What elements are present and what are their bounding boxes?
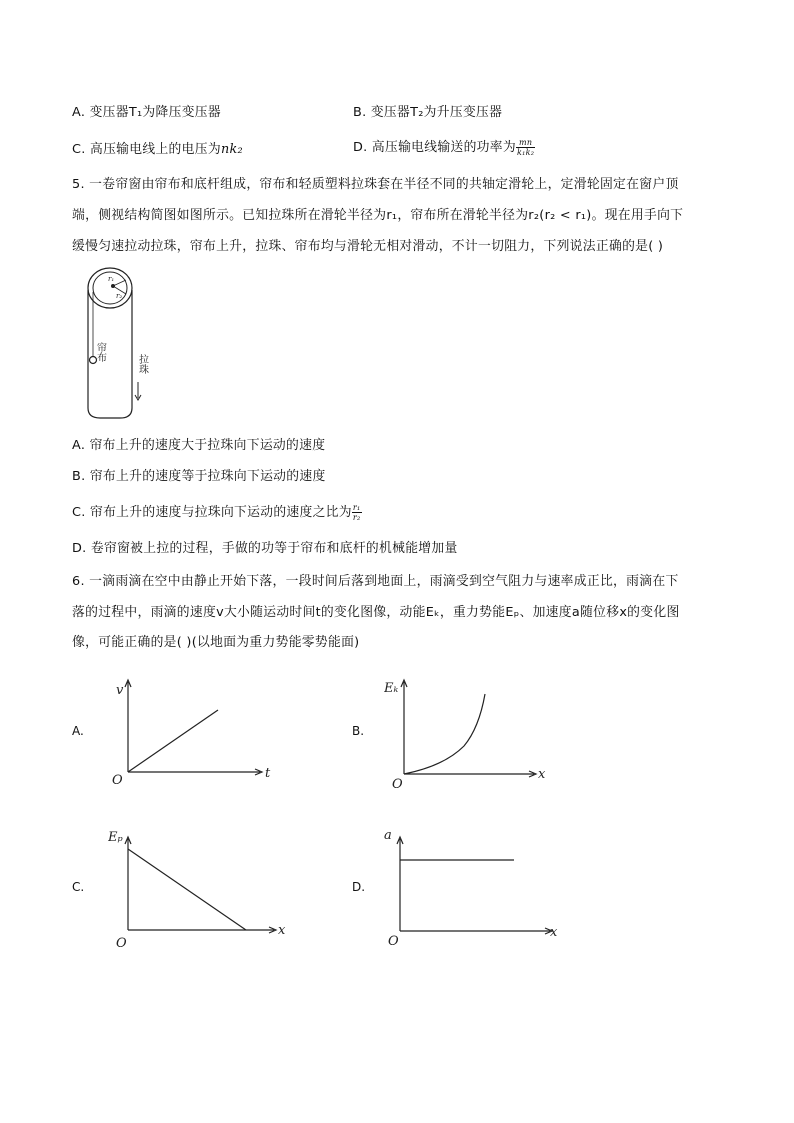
graph-b <box>384 676 554 792</box>
graph-a-label: A. <box>72 724 84 738</box>
r2-label: r₂ <box>116 292 123 300</box>
q5-option-b: B. 帘布上升的速度等于拉珠向下运动的速度 <box>72 469 326 484</box>
graph-b-curve <box>404 694 485 774</box>
prev-option-c-text: C. 高压输电线上的电压为 <box>72 142 221 157</box>
prev-option-d-text: D. 高压输电线输送的功率为 <box>353 140 516 155</box>
graph-d-origin: O <box>388 934 399 949</box>
prev-option-c-math: nk₂ <box>220 142 243 157</box>
prev-option-d-fraction: $\frac{mn}{\text{k₁k₂}}$ <box>516 138 535 157</box>
graph-d <box>384 825 574 950</box>
q5-option-a: A. 帘布上升的速度大于拉珠向下运动的速度 <box>72 438 326 453</box>
graph-d-label: D. <box>352 880 366 894</box>
graph-b-y-label: Eₖ <box>384 681 399 696</box>
graph-c <box>108 825 298 950</box>
graph-d-x-label: x <box>550 925 558 940</box>
prev-option-a: A. 变压器T₁为降压变压器 <box>72 105 221 120</box>
graph-a-x-label: t <box>265 766 271 781</box>
q5-line-3: 缓慢匀速拉动拉珠，帘布上升，拉珠、帘布均与滑轮无相对滑动，不计一切阻力，下列说法正确的是( ) <box>72 239 664 254</box>
q5-curtain-figure <box>80 266 162 424</box>
graph-c-x-label: x <box>278 923 286 938</box>
r1-label: r₁ <box>108 275 115 283</box>
graph-a-y-label: v <box>116 683 124 698</box>
prev-option-c <box>72 141 243 159</box>
graph-b-x-label: x <box>538 767 546 782</box>
q5-line-2: 端，侧视结构简图如图所示。已知拉珠所在滑轮半径为r₁，帘布所在滑轮半径为r₂(r₂ < r₁)。现在用手向下 <box>72 208 684 223</box>
q6-line-3: 像，可能正确的是( )(以地面为重力势能零势能面) <box>72 635 360 650</box>
graph-c-curve <box>128 849 246 930</box>
pulley-outer <box>88 268 132 308</box>
graph-c-y-label: Eₚ <box>108 830 123 845</box>
bead-label: 拉珠 <box>136 354 148 374</box>
graph-a-origin: O <box>112 773 123 788</box>
curtain-label: 帘布 <box>94 342 106 362</box>
graph-a-curve <box>128 710 218 772</box>
q5-line-1: 5. 一卷帘窗由帘布和底杆组成，帘布和轻质塑料拉珠套在半径不同的共轴定滑轮上，定滑轮固定在窗户顶 <box>72 177 679 192</box>
radius-r1-line <box>113 280 126 286</box>
q6-line-1: 6. 一滴雨滴在空中由静止开始下落，一段时间后落到地面上，雨滴受到空气阻力与速率成正比，雨滴在下 <box>72 574 679 589</box>
graph-c-label: C. <box>72 880 85 894</box>
graph-d-y-label: a <box>384 828 392 843</box>
q6-line-2: 落的过程中，雨滴的速度v大小随运动时间t的变化图像，动能Eₖ，重力势能Eₚ、加速度a随位移x的变化图 <box>72 605 680 620</box>
prev-option-d <box>353 138 535 157</box>
graph-c-origin: O <box>116 936 127 950</box>
graph-a <box>108 676 278 788</box>
prev-option-b: B. 变压器T₂为升压变压器 <box>353 105 503 120</box>
graph-b-label: B. <box>352 724 365 738</box>
graph-b-origin: O <box>392 777 403 792</box>
q5-option-c <box>72 503 362 522</box>
q5-option-c-text: C. 帘布上升的速度与拉珠向下运动的速度之比为 <box>72 505 352 520</box>
q5-option-c-fraction: $\frac{\text{r₁}}{\text{r₂}}$ <box>352 503 361 522</box>
q5-option-d: D. 卷帘窗被上拉的过程，手做的功等于帘布和底杆的机械能增加量 <box>72 541 458 556</box>
